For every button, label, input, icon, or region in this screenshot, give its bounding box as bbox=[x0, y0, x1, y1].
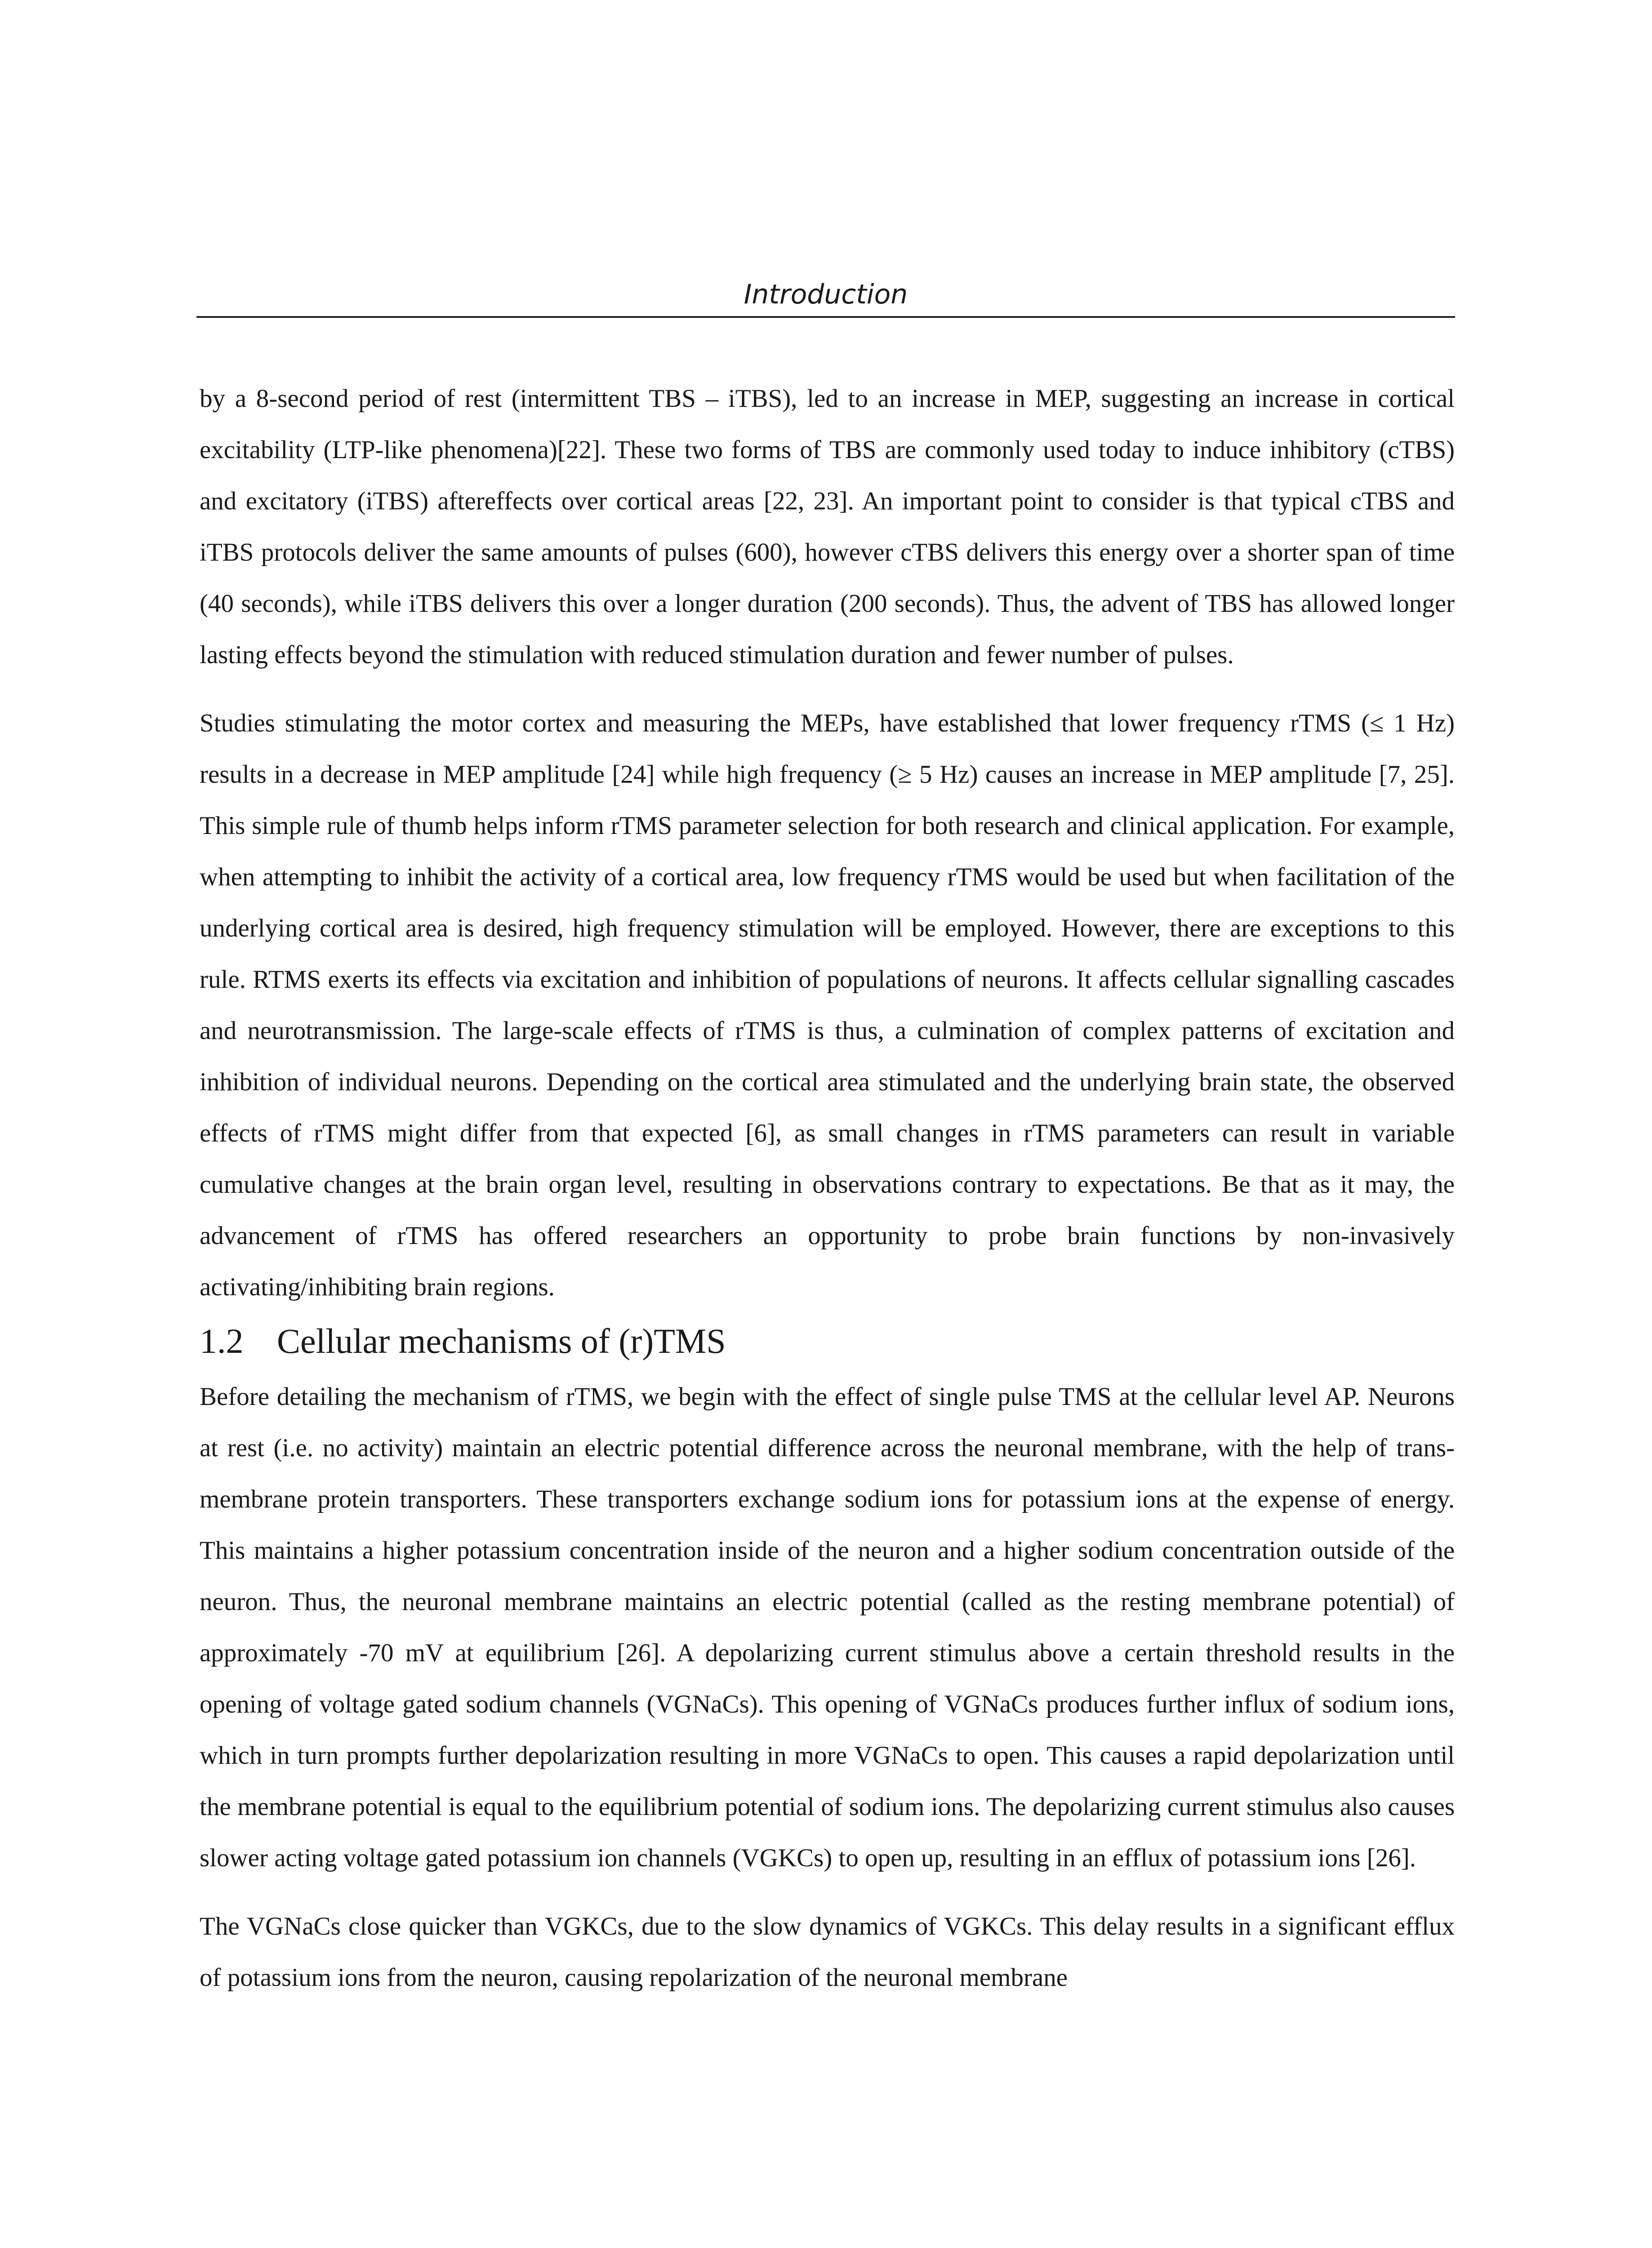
paragraph-rtms-frequency: Studies stimulating the motor cortex and measuring the MEPs, have established that lower frequency rTMS (≤ 1 Hz) results in a decrease in MEP amplitude [24] while high frequency (≥ 5 Hz) causes an increase in MEP amplitude [7, 25]. This simple rule of thumb helps inform rTMS parameter selection for both research and clinical application. For example, when attempting to inhibit the activity of a cortical area, low frequency rTMS would be used but when facilitation of the underlying cortical area is desired, high frequency stimulation will be employed. However, there are exceptions to this rule. RTMS exerts its effects via excitation and inhibition of populations of neurons. It affects cellular signalling cascades and neurotransmission. The large-scale effects of rTMS is thus, a culmination of complex patterns of excitation and inhibition of individual neurons. Depending on the cortical area stimulated and the underlying brain state, the observed effects of rTMS might differ from that expected [6], as small changes in rTMS parameters can result in variable cumulative changes at the brain organ level, resulting in observations contrary to expectations. Be that as it may, the advancement of rTMS has offered researchers an opportunity to probe brain functions by non-invasively activating/inhibiting brain regions. bbox=[200, 709, 1455, 1301]
section-number: 1.2 bbox=[200, 1321, 244, 1360]
body-text bbox=[200, 373, 1455, 2003]
paragraph-cellular-mechanism: Before detailing the mechanism of rTMS, we begin with the effect of single pulse TMS at the cellular level AP. Neurons at rest (i.e. no activity) maintain an electric potential difference across the neuronal membrane, with the help of trans-membrane protein transporters. These transporters exchange sodium ions for potassium ions at the expense of energy. This maintains a higher potassium concentration inside of the neuron and a higher sodium concentration outside of the neuron. Thus, the neuronal membrane maintains an electric potential (called as the resting membrane potential) of approximately -70 mV at equilibrium [26]. A depolarizing current stimulus above a certain threshold results in the opening of voltage gated sodium channels (VGNaCs). This opening of VGNaCs produces further influx of sodium ions, which in turn prompts further depolarization resulting in more VGNaCs to open. This causes a rapid depolarization until the membrane potential is equal to the equilibrium potential of sodium ions. The depolarizing current stimulus also causes slower acting voltage gated potassium ion channels (VGKCs) to open up, resulting in an efflux of potassium ions [26]. bbox=[200, 1383, 1455, 1872]
section-title: Cellular mechanisms of (r)TMS bbox=[277, 1321, 726, 1360]
section-heading bbox=[200, 1316, 1455, 1366]
paragraph-repolarization: The VGNaCs close quicker than VGKCs, due to the slow dynamics of VGKCs. This delay results in a significant efflux of potassium ions from the neuron, causing repolarization of the neuronal membrane bbox=[200, 1912, 1455, 1992]
paragraph-tbs-protocols: by a 8-second period of rest (intermittent TBS – iTBS), led to an increase in MEP, suggesting an increase in cortical excitability (LTP-like phenomena)[22]. These two forms of TBS are commonly used today to induce inhibitory (cTBS) and excitatory (iTBS) aftereffects over cortical areas [22, 23]. An important point to consider is that typical cTBS and iTBS protocols deliver the same amounts of pulses (600), however cTBS delivers this energy over a shorter span of time (40 seconds), while iTBS delivers this over a longer duration (200 seconds). Thus, the advent of TBS has allowed longer lasting effects beyond the stimulation with reduced stimulation duration and fewer number of pulses. bbox=[200, 384, 1455, 669]
running-header: Introduction bbox=[196, 277, 1455, 318]
